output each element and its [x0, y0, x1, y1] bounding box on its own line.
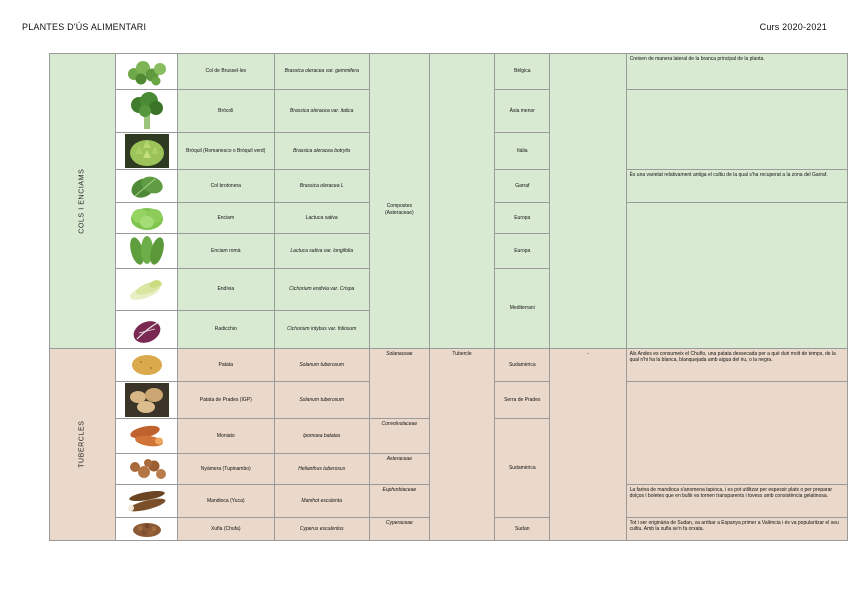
common-name: Patata [178, 349, 274, 382]
table-row [50, 349, 848, 382]
scientific-name: Cichorium endivia var. Crispa [274, 269, 369, 311]
cassava-photo [125, 486, 169, 516]
plant-image [116, 90, 178, 133]
romanesco-photo [125, 134, 169, 168]
origin-cell: Serra de Prades [495, 382, 550, 419]
plant-image [116, 349, 178, 382]
document-title: PLANTES D'ÚS ALIMENTARI [22, 22, 147, 32]
scientific-name: Lactuca sativa [274, 203, 369, 234]
scientific-name: Brassica oleracea botrytis [274, 133, 369, 170]
plant-image [116, 382, 178, 419]
broccoli-photo [125, 91, 169, 131]
family-cell: Euphorbiaceae [369, 485, 429, 518]
scientific-name: Ipomoea batatas [274, 419, 369, 454]
lettuce-photo [125, 204, 169, 232]
plants-table [49, 53, 848, 541]
part-cell: Tubercle [429, 349, 495, 541]
plant-image [116, 203, 178, 234]
scientific-name: Brassica oleracea L [274, 170, 369, 203]
course-year: Curs 2020-2021 [759, 22, 827, 32]
scientific-name: Brassica oleracea var. gemmifera [274, 54, 369, 90]
plant-image [116, 170, 178, 203]
origin-cell: Sudan [495, 518, 550, 541]
section-tubercles [50, 349, 116, 541]
family-cell: Convolvulaceae [369, 419, 429, 454]
common-name: Col de Brussel·les [178, 54, 274, 90]
notes-cell: Tot i ser originària de Sudan, va arribar a Espanya primer a València i és va popularitzar el seu cultiu. Amb la xufla se'n fa orxata. [626, 518, 847, 541]
family-cell: Cyperaceae [369, 518, 429, 541]
extra-cell [550, 54, 626, 349]
origin-cell: Sudamèrica [495, 419, 550, 518]
plant-image [116, 454, 178, 485]
origin-cell: Europa [495, 234, 550, 269]
plant-image [116, 518, 178, 541]
common-name: Enciam [178, 203, 274, 234]
family-composites: Compostes (Asteraceae) [385, 203, 414, 216]
table-row [50, 54, 848, 90]
sweet-potato-photo [125, 420, 169, 452]
family-cell [369, 54, 429, 349]
origin-cell: Bèlgica [495, 54, 550, 90]
part-cell [429, 54, 495, 349]
common-name: Bròcoli [178, 90, 274, 133]
notes-cell [626, 90, 847, 170]
plant-image [116, 133, 178, 170]
common-name: Patata de Prades (IGP) [178, 382, 274, 419]
plant-image [116, 269, 178, 311]
plant-image [116, 234, 178, 269]
plant-image [116, 419, 178, 454]
origin-cell: Mediterrani [495, 269, 550, 349]
extra-cell: - [550, 349, 626, 541]
plant-image [116, 311, 178, 349]
plant-image [116, 485, 178, 518]
origin-cell: Europa [495, 203, 550, 234]
common-name: Endívia [178, 269, 274, 311]
scientific-name: Solanum tuberosum [274, 382, 369, 419]
scientific-name: Brassica oleracea var. italica [274, 90, 369, 133]
endive-photo [125, 272, 169, 308]
origin-cell: Àsia menor [495, 90, 550, 133]
scientific-name: Helianthus tuberosus [274, 454, 369, 485]
notes-cell [626, 382, 847, 485]
common-name: Enciam romà [178, 234, 274, 269]
scientific-name: Cyperus esculentus [274, 518, 369, 541]
scientific-name: Solanum tuberosum [274, 349, 369, 382]
col-brotonera-photo [125, 171, 169, 201]
tiger-nut-photo [125, 519, 169, 539]
common-name: Col brotonera [178, 170, 274, 203]
section-label: TUBERCLES [78, 420, 86, 469]
jerusalem-artichoke-photo [125, 455, 169, 483]
origin-cell: Garraf [495, 170, 550, 203]
section-cols-enciams [50, 54, 116, 349]
notes-cell: Creixen de manera lateral de la branca principal de la planta. [626, 54, 847, 90]
scientific-name: Cichorium intybus var. foliosum [274, 311, 369, 349]
romaine-photo [125, 235, 169, 267]
common-name: Mandioca (Yuca) [178, 485, 274, 518]
notes-cell: És una varietat relativament antiga el cultiu de la qual s'ha recuperat a la zona del Garraf. [626, 170, 847, 203]
common-name: Radicchio [178, 311, 274, 349]
common-name: Bròquil (Romanesco o Bròquil verd) [178, 133, 274, 170]
scientific-name: Lactuca sativa var. longifolia [274, 234, 369, 269]
origin-cell: Itàlia [495, 133, 550, 170]
plant-image [116, 54, 178, 90]
notes-cell: La farina de mandioca s'anomena tapioca, i es pot utilitzar per espessir plats o per preparar dolços i boletes que en bullir es tornen transparents i tovess amb consistència gelatinosa. [626, 485, 847, 518]
section-label: COLS I ENCIAMS [78, 168, 86, 234]
notes-cell [626, 203, 847, 349]
prades-potato-photo [125, 383, 169, 417]
radicchio-photo [125, 313, 169, 347]
common-name: Nyàmera (Tupinambo) [178, 454, 274, 485]
family-cell: Solanaceae [369, 349, 429, 419]
scientific-name: Manihot esculenta [274, 485, 369, 518]
brussels-sprouts-photo [125, 58, 169, 86]
family-cell: Asteraceae [369, 454, 429, 485]
common-name: Xufla (Chufa) [178, 518, 274, 541]
common-name: Moniato [178, 419, 274, 454]
potato-photo [125, 350, 169, 380]
notes-cell: Als Andes es consumeix el Chuño, una patata dessecada per a què duri molt de temps, de la qual n'hi ha la blanca, blanquejada amb aigua del riu, o la negra. [626, 349, 847, 382]
origin-cell: Sudamèrica [495, 349, 550, 382]
